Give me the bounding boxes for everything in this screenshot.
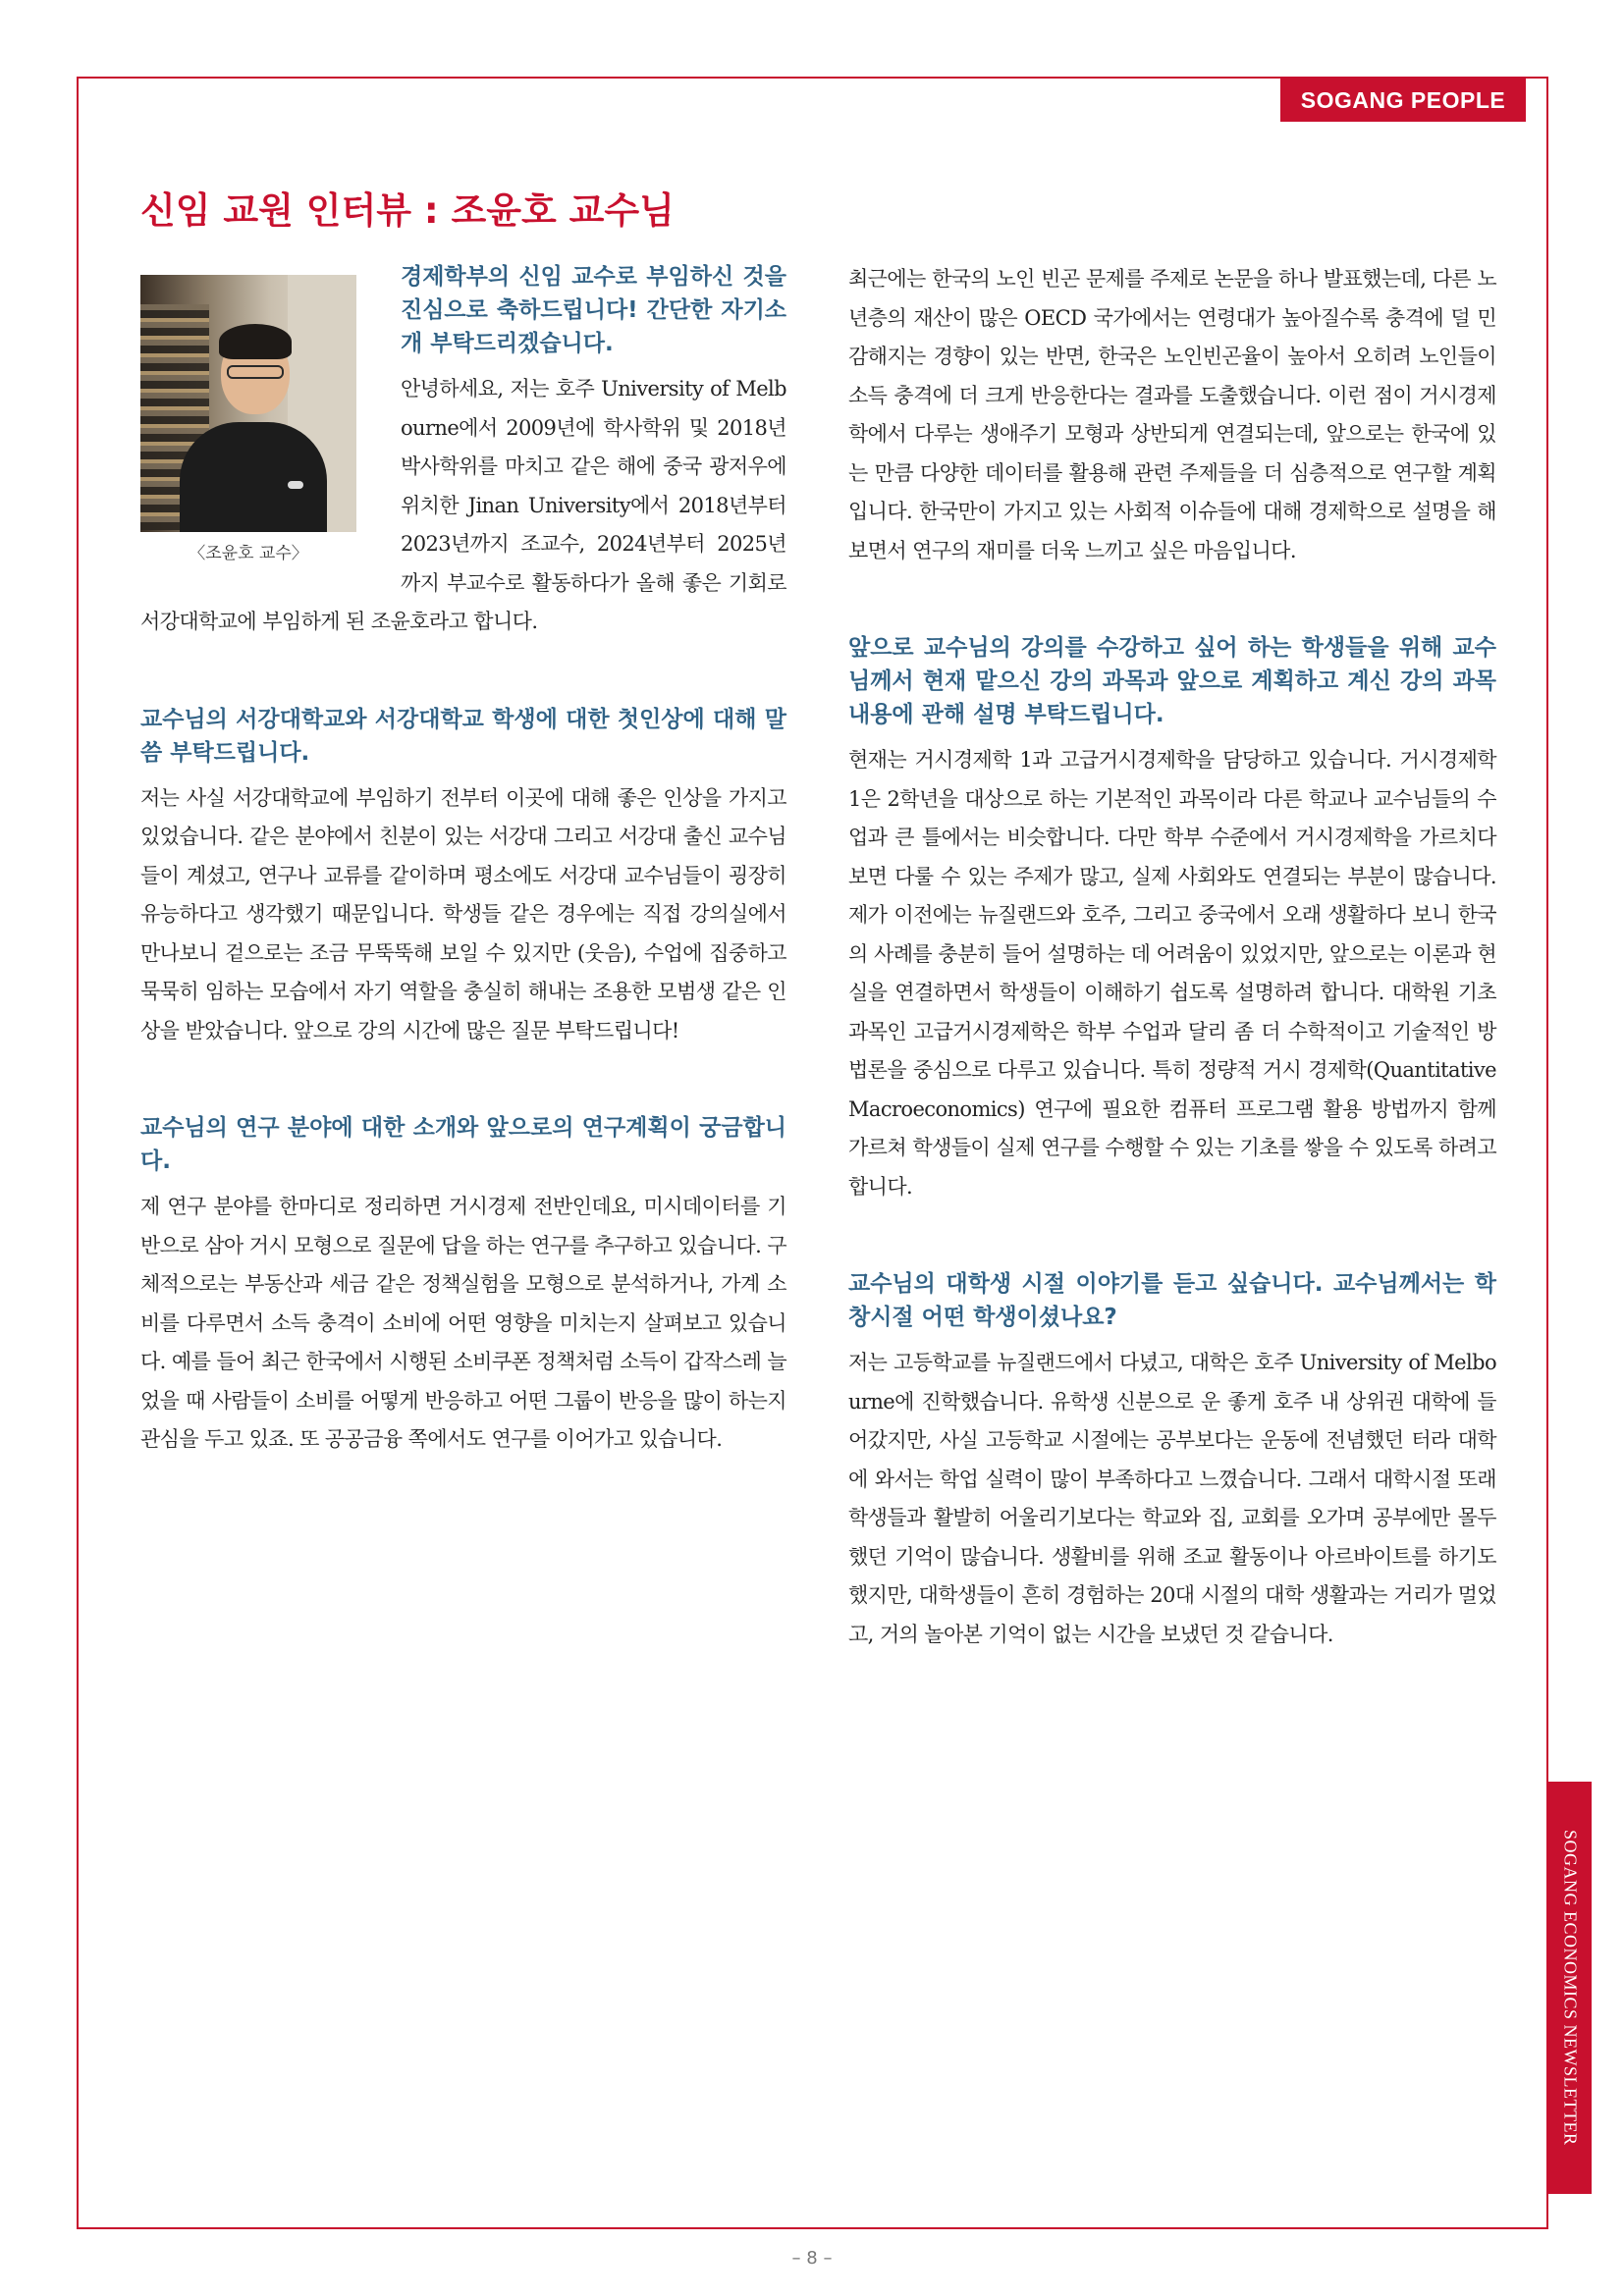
page-title: 신임 교원 인터뷰 : 조윤호 교수님	[140, 189, 675, 232]
page-number: – 8 –	[791, 2248, 833, 2269]
answer-2: 저는 사실 서강대학교에 부임하기 전부터 이곳에 대해 좋은 인상을 가지고 있었습니다. 같은 분야에서 친분이 있는 서강대 그리고 서강대 출신 교수님들이 계셨고, 연구나 교류를 같이하며 평소에도 서강대 교수님들이 굉장히 유능하다고 생각했기 때문입니다. 학생들 같은 경우에는 직접 강의실에서 만나보니 겉으로는 조금 무뚝뚝해 보일 수 있지만 (웃음), 수업에 집중하고 묵묵히 임하는 모습에서 자기 역할을 충실히 해내는 조용한 모범생 같은 인상을 받았습니다. 앞으로 강의 시간에 많은 질문 부탁드립니다!	[140, 785, 786, 1042]
question-3: 교수님의 연구 분야에 대한 소개와 앞으로의 연구계획이 궁금합니다.	[140, 1115, 786, 1174]
photo-caption: 〈조윤호 교수〉	[189, 544, 308, 563]
shirt-logo-shape	[288, 481, 303, 489]
person-glasses-shape	[227, 365, 284, 379]
answer-3b: 최근에는 한국의 노인 빈곤 문제를 주제로 논문을 하나 발표했는데, 다른 노년층의 재산이 많은 OECD 국가에서는 연령대가 높아질수록 충격에 덜 민감해지는 경향이 있는 반면, 한국은 노인빈곤율이 높아서 오히려 노인들이 소득 충격에 더 크게 반응한다는 결과를 도출했습니다. 이런 점이 거시경제학에서 다루는 생애주기 모형과 상반되게 연결되는데, 앞으로는 한국에 있는 만큼 다양한 데이터를 활용해 관련 주제들을 더 심층적으로 연구할 계획입니다. 한국만이 가지고 있는 사회적 이슈들에 대해 경제학으로 설명을 해보면서 연구의 재미를 더욱 느끼고 싶은 마음입니다.	[848, 267, 1496, 562]
right-column	[848, 260, 1496, 1654]
question-5: 교수님의 대학생 시절 이야기를 듣고 싶습니다. 교수님께서는 학창시절 어떤 학생이셨나요?	[848, 1271, 1496, 1330]
profile-photo	[140, 275, 356, 532]
question-4: 앞으로 교수님의 강의를 수강하고 싶어 하는 학생들을 위해 교수님께서 현재 맡으신 강의 과목과 앞으로 계획하고 계신 강의 과목 내용에 관해 설명 부탁드립니다.	[848, 635, 1496, 727]
answer-4: 현재는 거시경제학 1과 고급거시경제학을 담당하고 있습니다. 거시경제학 1은 2학년을 대상으로 하는 기본적인 과목이라 다른 학교나 교수님들의 수업과 큰 틀에서는 비슷합니다. 다만 학부 수준에서 거시경제학을 가르치다 보면 다룰 수 있는 주제가 많고, 실제 사회와도 연결되는 부분이 많습니다. 제가 이전에는 뉴질랜드와 호주, 그리고 중국에서 오래 생활하다 보니 한국의 사례를 충분히 들어 설명하는 데 어려움이 있었지만, 앞으로는 이론과 현실을 연결하면서 학생들이 이해하기 쉽도록 설명하려 합니다. 대학원 기초과목인 고급거시경제학은 학부 수업과 달리 좀 더 수학적이고 기술적인 방법론을 중심으로 다루고 있습니다. 특히 정량적 거시 경제학(Quantitative Macroeconomics) 연구에 필요한 컴퓨터 프로그램 활용 방법까지 함께 가르쳐 학생들이 실제 연구를 수행할 수 있는 기초를 쌓을 수 있도록 하려고 합니다.	[848, 748, 1496, 1199]
person-body-shape	[180, 422, 327, 532]
question-1: 경제학부의 신임 교수로 부임하신 것을 진심으로 축하드립니다! 간단한 자기소개 부탁드리겠습니다.	[401, 264, 786, 356]
left-column	[140, 260, 786, 1460]
question-2: 교수님의 서강대학교와 서강대학교 학생에 대한 첫인상에 대해 말씀 부탁드립니다.	[140, 706, 786, 766]
newsletter-side-label: SOGANG ECONOMICS NEWSLETTER	[1548, 1782, 1592, 2194]
section-label: SOGANG PEOPLE	[1280, 79, 1526, 122]
profile-photo-block	[140, 275, 356, 565]
answer-3a: 제 연구 분야를 한마디로 정리하면 거시경제 전반인데요, 미시데이터를 기반으로 삼아 거시 모형으로 질문에 답을 하는 연구를 추구하고 있습니다. 구체적으로는 부동산과 세금 같은 정책실험을 모형으로 분석하거나, 가계 소비를 다루면서 소득 충격이 소비에 어떤 영향을 미치는지 살펴보고 있습니다. 예를 들어 최근 한국에서 시행된 소비쿠폰 정책처럼 소득이 갑작스레 늘었을 때 사람들이 소비를 어떻게 반응하고 어떤 그룹이 반응을 많이 하는지 관심을 두고 있죠. 또 공공금융 쪽에서도 연구를 이어가고 있습니다.	[140, 1195, 786, 1451]
answer-5: 저는 고등학교를 뉴질랜드에서 다녔고, 대학은 호주 University of Melbourne에 진학했습니다. 유학생 신분으로 운 좋게 호주 내 상위권 대학에 들어갔지만, 사실 고등학교 시절에는 공부보다는 운동에 전념했던 터라 대학에 와서는 학업 실력이 많이 부족하다고 느꼈습니다. 그래서 대학시절 또래 학생들과 활발히 어울리기보다는 학교와 집, 교회를 오가며 공부에만 몰두했던 기억이 많습니다. 생활비를 위해 조교 활동이나 아르바이트를 하기도 했지만, 대학생들이 흔히 경험하는 20대 시절의 대학 생활과는 거리가 멀었고, 거의 놀아본 기억이 없는 시간을 보냈던 것 같습니다.	[848, 1351, 1496, 1646]
answer-1: 안녕하세요, 저는 호주 University of Melbourne에서 2009년에 학사학위 및 2018년 박사학위를 마치고 같은 해에 중국 광저우에 위치한 Jinan University에서 2018년부터 2023년까지 조교수, 2024년부터 2025년까지 부교수로 활동하다가 올해 좋은 기회로 서강대학교에 부임하게 된 조윤호라고 합니다.	[140, 377, 786, 633]
person-hair-shape	[219, 324, 292, 359]
